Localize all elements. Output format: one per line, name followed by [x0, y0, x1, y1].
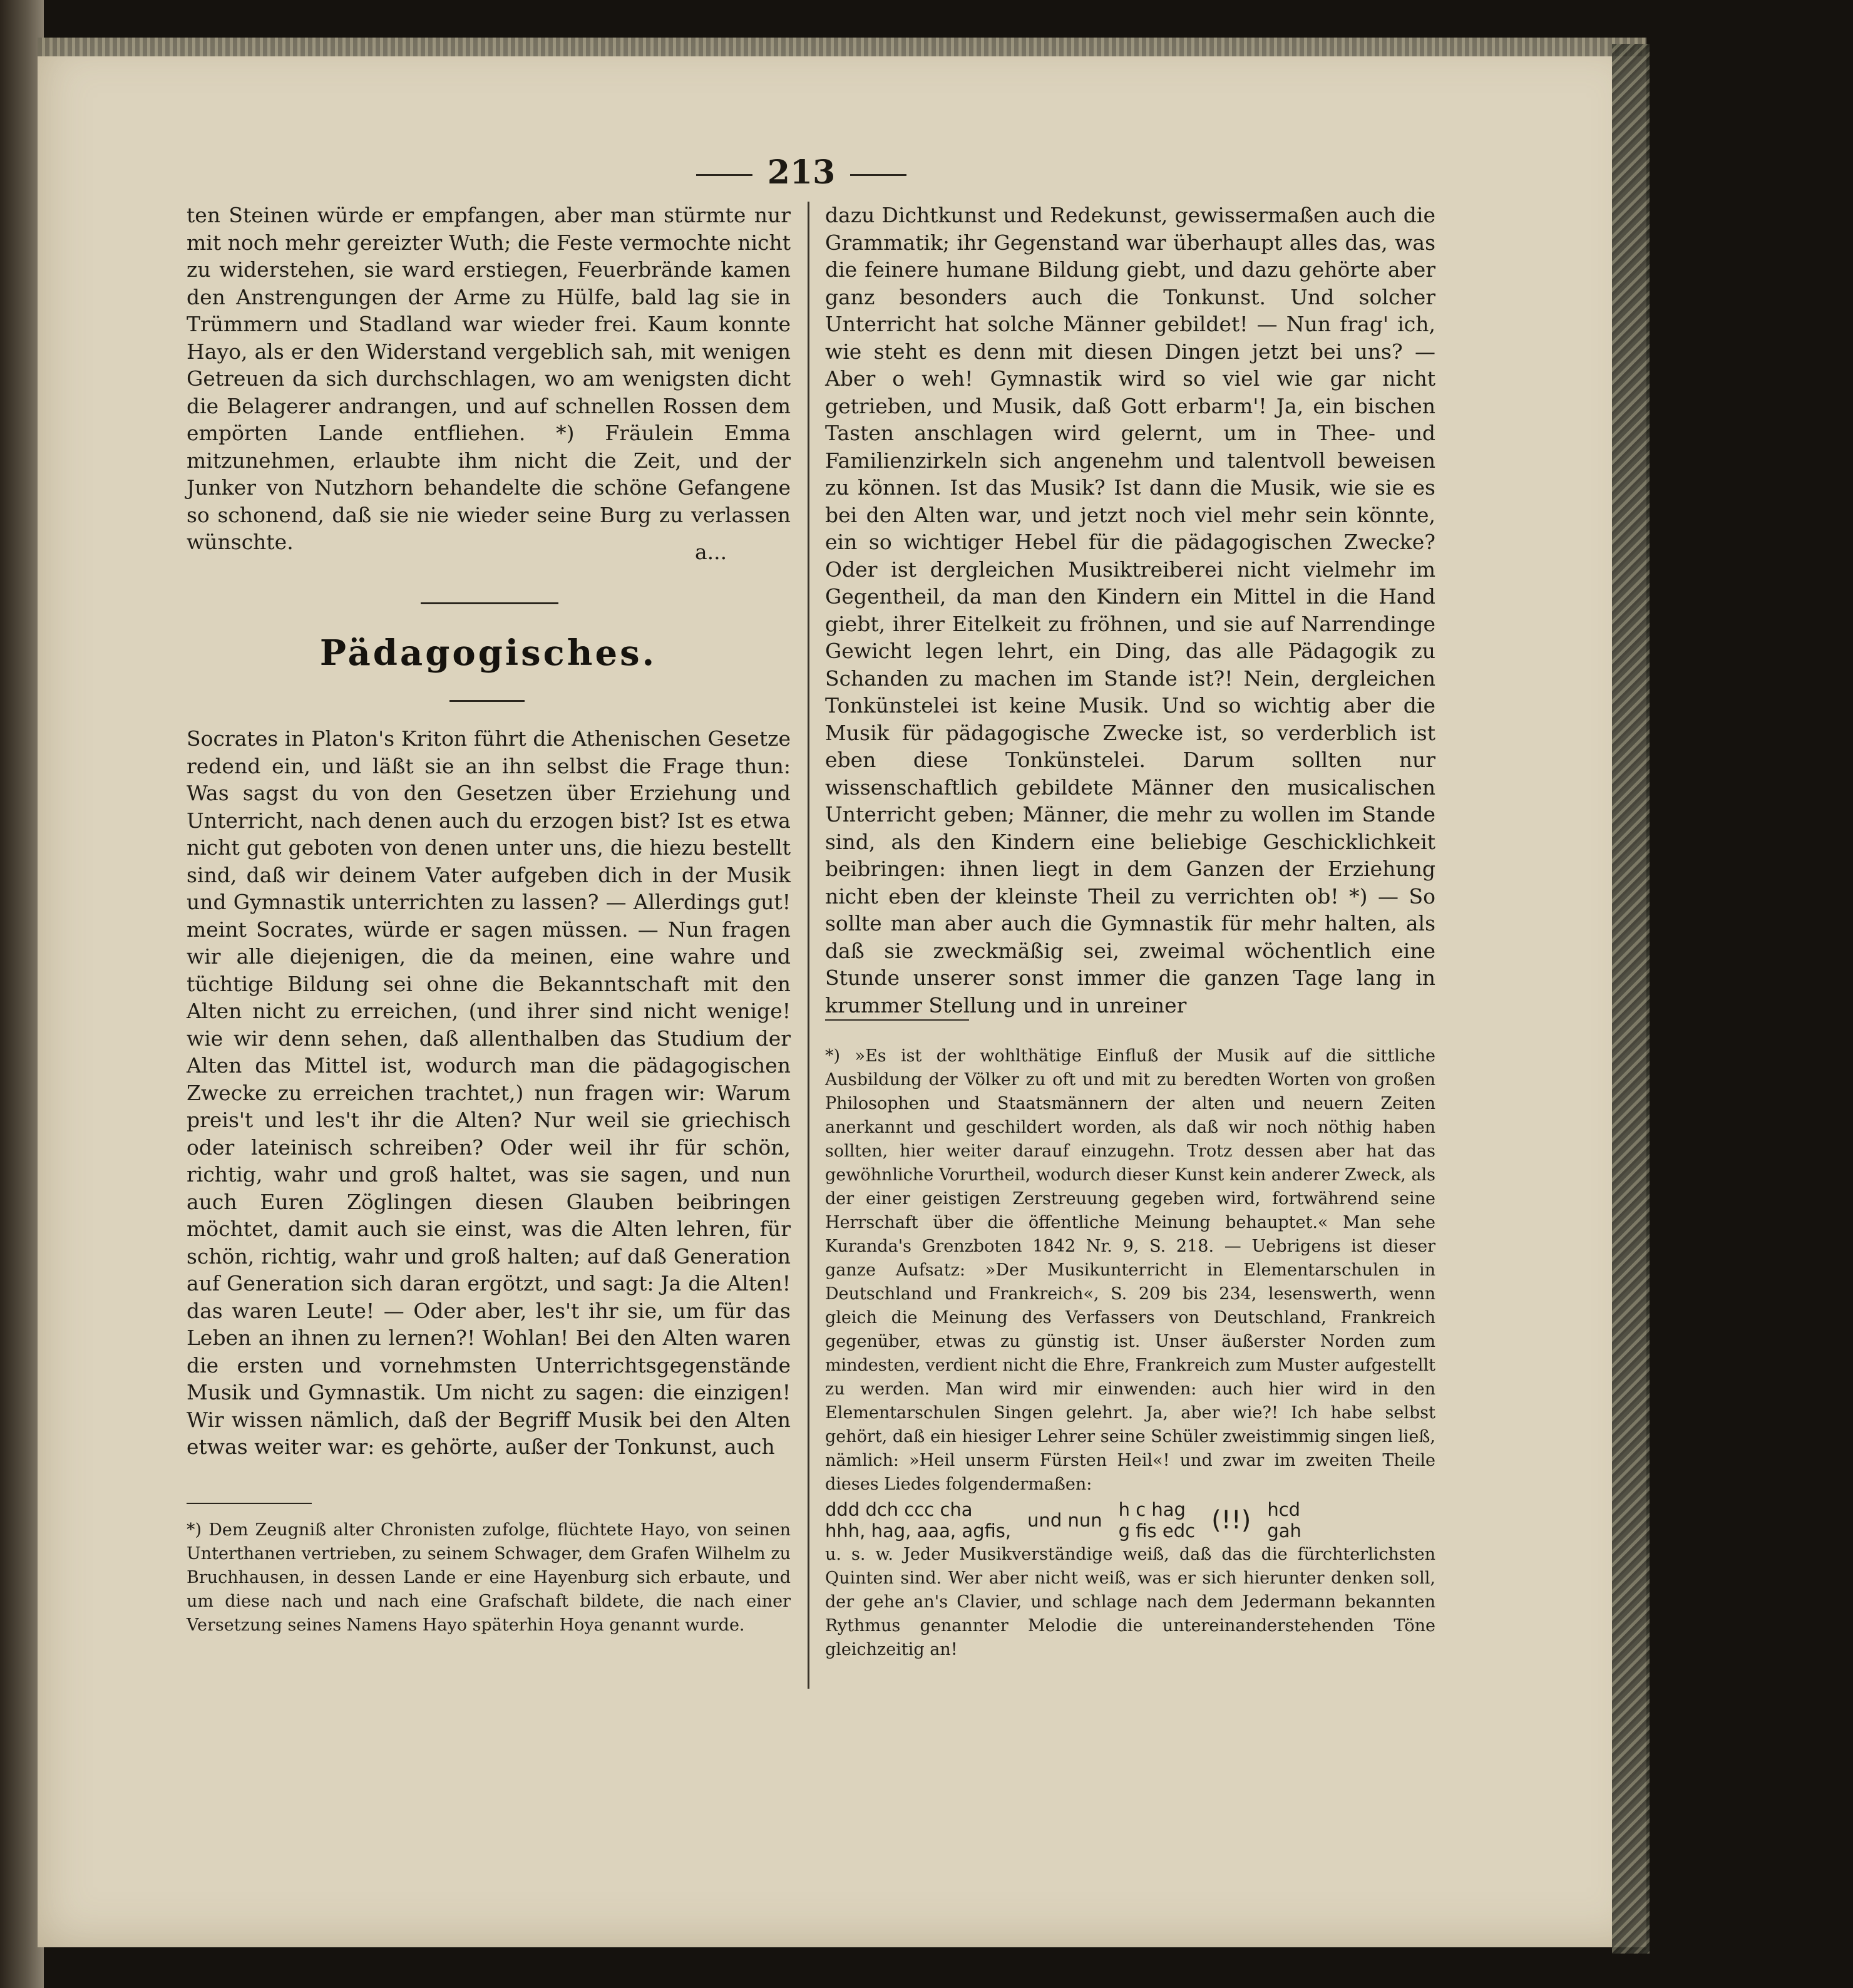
music-row-1c: hcd: [1267, 1499, 1301, 1520]
music-notation-part-b: [1119, 1499, 1195, 1542]
page-number-rule-right: [850, 174, 906, 176]
footnote-right: [825, 1044, 1435, 1662]
music-row-2c: gah: [1267, 1520, 1301, 1542]
page-number: [676, 153, 926, 192]
article-paragraph-left: Socrates in Platon's Kriton führt die Athenischen Gesetze redend ein, und läßt sie an ihn selbst die Frage thun: Was sagst du von den Gesetzen über Erziehung und Unterricht, nach denen auch du erzogen bist? Ist es etwa nicht gut geboten von denen unter uns, die hiezu bestellt sind, daß wir deinem Vater aufgeben dich in der Musik und Gymnastik unterrichten zu lassen? — Allerdings gut! meint Socrates, würde er sagen müssen. — Nun fragen wir alle diejenigen, die da meinen, eine wahre und tüchtige Bildung sei ohne die Bekanntschaft mit den Alten nicht zu erreichen, (und ihrer sind nicht wenige! wie wir denn sehen, daß allenthalben das Studium der Alten das Mittel ist, wodurch man die pädagogischen Zwecke zu erreichen trachtet,) nun fragen wir: Warum preis't und les't ihr die Alten? Nur weil sie griechisch oder lateinisch schreiben? Oder weil ihr für schön, richtig, wahr und groß haltet, was sie sagen, und nun auch Euren Zöglingen diesen Glauben beibringen möchtet, damit auch sie einst, was die Alten lehren, für schön, richtig, wahr und groß halten; auf daß Generation auf Generation sich daran ergötzt, und sagt: Ja die Alten! das waren Leute! — Oder aber, les't ihr sie, um für das Leben an ihnen zu lernen?! Wohlan! Bei den Alten waren die ersten und vornehmsten Unterrichtsgegenstände Musik und Gymnastik. Um nicht zu sagen: die einzigen! Wir wissen nämlich, daß der Begriff Musik bei den Alten etwas weiter war: es gehörte, außer der Tonkunst, auch: [187, 726, 791, 1459]
footnote-rule-left: [187, 1503, 312, 1504]
footnote-right-end: u. s. w. Jeder Musikverständige weiß, daß das die fürchterlichsten Quinten sind. Wer aber nicht weiß, was er sich hierunter denken soll, der gehe an's Clavier, und schlage nach dem Jedermann bekannten Rythmus genannter Melodie die untereinanderstehenden Töne gleichzeitig an!: [825, 1545, 1435, 1659]
marbled-cover-edge: [1612, 44, 1650, 1954]
page-number-rule-left: [696, 174, 752, 176]
footnote-rule-right: [825, 1019, 969, 1021]
footnote-right-text: *) »Es ist der wohlthätige Einfluß der Musik auf die sittliche Ausbildung der Völker zu oft und mit zu beredten Worten von großen Philosophen und Staatsmännern der alten und neuern Zeiten anerkannt und geschildert worden, als daß wir noch nöthig haben sollten, hier weiter darauf einzugehn. Trotz dessen aber hat das gewöhnliche Vorurtheil, wodurch dieser Kunst kein anderer Zweck, als der einer geistigen Zerstreuung gegeben wird, fortwährend seine Herrschaft über die öffentliche Meinung behauptet.« Man sehe Kuranda's Grenzboten 1842 Nr. 9, S. 218. — Uebrigens ist dieser ganze Aufsatz: »Der Musikunterricht in Elementarschulen in Deutschland und Frankreich«, S. 209 bis 234, lesenswerth, wenn gleich die Meinung des Verfassers von Deutschland, Frankreich gegenüber, etwas zu günstig ist. Unser äußerster Norden zum mindesten, verdient nicht die Ehre, Frankreich zum Muster aufgestellt zu werden. Man wird mir einwenden: auch hier wird in den Elementarschulen Singen gelehrt. Ja, aber wie?! Ich habe selbst gehört, daß ein hiesiger Lehrer seine Schüler zweistimmig singen ließ, nämlich: »Heil unserm Fürsten Heil«! und zwar im zweiten Theile dieses Liedes folgendermaßen:: [825, 1046, 1435, 1494]
music-und-nun: und nun: [1027, 1510, 1102, 1531]
music-notation-block: [825, 1499, 1435, 1542]
left-column-main-text: [187, 725, 791, 1461]
section-heading: Pädagogisches.: [319, 632, 657, 674]
article-paragraph-right: dazu Dichtkunst und Redekunst, gewissermaßen auch die Grammatik; ihr Gegenstand war überhaupt alles das, was die feinere humane Bildung giebt, und dazu gehörte aber ganz besonders auch die Tonkunst. Und solcher Unterricht hat solche Männer gebildet! — Nun frag' ich, wie steht es denn mit diesen Dingen jetzt bei uns? — Aber o weh! Gymnastik wird so viel wie gar nicht getrieben, und Musik, daß Gott erbarm'! Ja, ein bischen Tasten anschlagen wird gelernt, um in Thee- und Familienzirkeln sich angenehm und talentvoll beweisen zu können. Ist das Musik? Ist dann die Musik, wie sie es bei den Alten war, und jetzt noch viel mehr sein könnte, ein so wichtiger Hebel für die pädagogischen Zwecke? Oder ist dergleichen Musiktreiberei nicht vielmehr im Gegentheil, da man den Kindern ein Mittel in die Hand giebt, ihrer Eitelkeit zu fröhnen, und sie auf Narrendinge Gewicht legen lehrt, ein Ding, das alle Pädagogik zu Schanden zu machen im Stande ist?! Nein, dergleichen Tonkünstelei ist keine Musik. Und so wichtig aber die Musik für pädagogische Zwecke ist, so verderblich ist eben diese Tonkünstelei. Darum sollten nur wissenschaftlich gebildete Männer den musicalischen Unterricht geben; Männer, die mehr zu wollen im Stande sind, als den Kindern eine beliebige Geschicklichkeit beibringen: ihnen liegt in dem Ganzen der Erziehung nicht eben der kleinste Theil zu verrichten ob! *) — So sollte man aber auch die Gymnastik für mehr halten, als daß sie zweckmäßig sei, zweimal wöchentlich eine Stunde unserer sonst immer die ganzen Tage lang in krummer Stellung und in unreiner: [825, 203, 1435, 1017]
music-row-2b: g fis edc: [1118, 1520, 1196, 1542]
story-ending-paragraph: ten Steinen würde er empfangen, aber man stürmte nur mit noch mehr gereizter Wuth; die Feste vermochte nicht zu widerstehen, sie ward erstiegen, Feuerbrände kamen den Anstrengungen der Arme zu Hülfe, bald lag sie in Trümmern und Stadland war wieder frei. Kaum konnte Hayo, als er den Widerstand vergeblich sah, mit wenigen Getreuen da sich durchschlagen, wo am wenigsten dicht die Belagerer andrangen, und auf schnellen Rossen dem empörten Lande entfliehen. *) Fräulein Emma mitzunehmen, erlaubte ihm nicht die Zeit, und der Junker von Nutzhorn behandelte die schöne Gefangene so schonend, daß sie nie wieder seine Burg zu verlassen wünschte.: [187, 203, 791, 554]
page-number-text: 213: [767, 153, 836, 192]
heading-underline-rule: [449, 700, 525, 702]
music-row-1b: h c hag: [1118, 1499, 1186, 1520]
footnote-left: *) Dem Zeugniß alter Chronisten zufolge, flüchtete Hayo, von seinen Unterthanen vertrieben, zu seinem Schwager, dem Grafen Wilhelm zu Bruchhausen, in dessen Lande er eine Hayenburg sich erbaute, und um diese nach und nach eine Grafschaft bildete, die nach einer Versetzung seines Namens Hayo späterhin Hoya genannt wurde.: [187, 1520, 791, 1635]
column-divider: [808, 202, 809, 1689]
music-row-1a: ddd dch ccc cha: [825, 1499, 973, 1520]
music-row-2a: hhh, hag, aaa, agfis,: [825, 1520, 1012, 1542]
left-column-top-text: [187, 202, 791, 556]
author-signature: a...: [695, 540, 727, 564]
music-notation-part-a: [825, 1499, 1011, 1542]
right-column-main-text: [825, 202, 1435, 1019]
music-exclaim: (!!): [1211, 1506, 1251, 1535]
page-top-edge: [38, 38, 1646, 56]
music-notation-part-c: [1267, 1499, 1301, 1542]
section-separator-rule: [421, 602, 558, 604]
